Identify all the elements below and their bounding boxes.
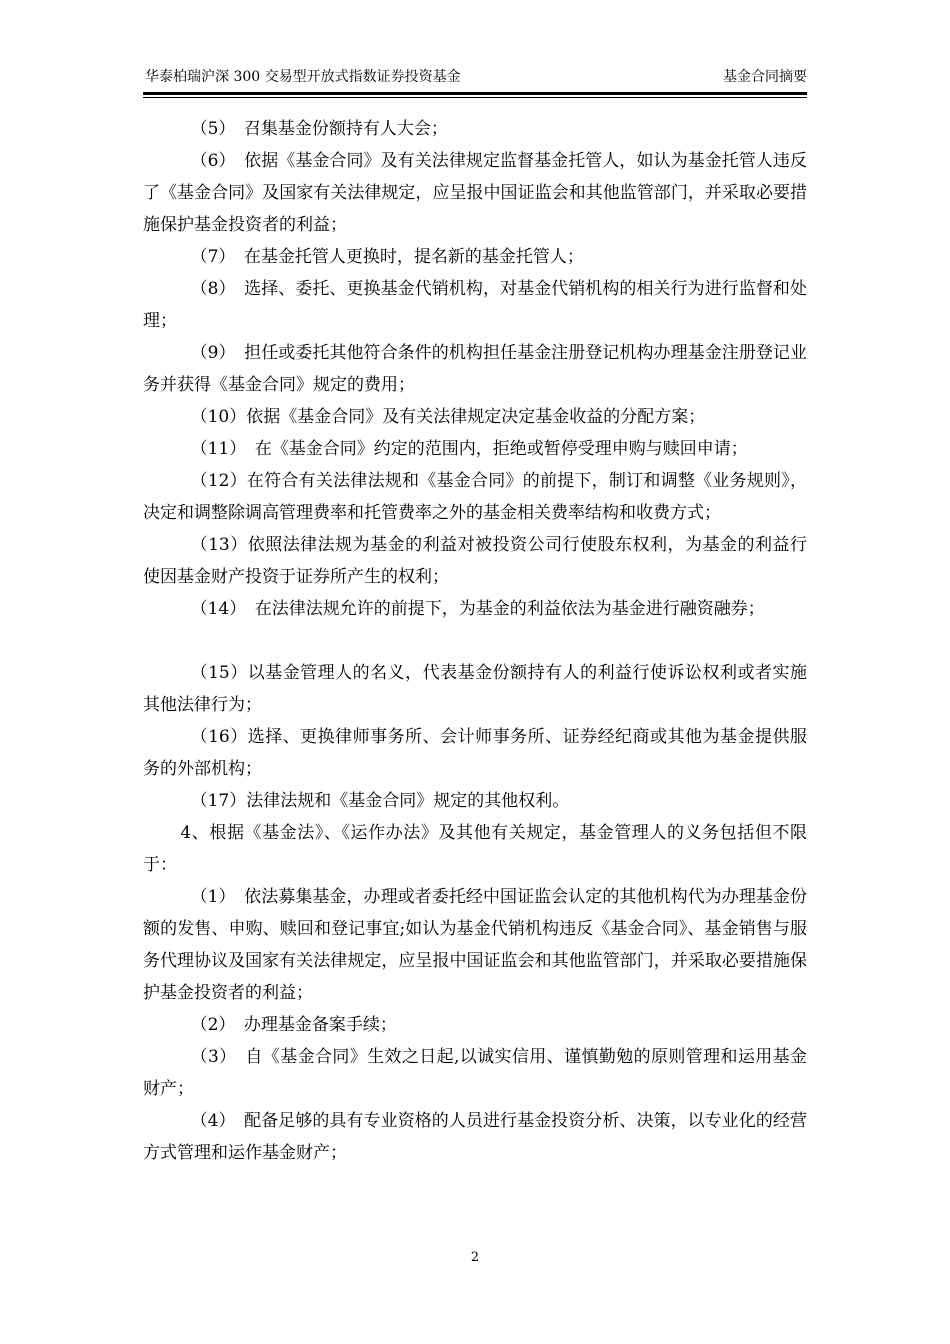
- paragraph: （13）依照法律法规为基金的利益对被投资公司行使股东权利，为基金的利益行使因基金财产投资于证券所产生的权利；: [143, 535, 807, 587]
- paragraph: （7） 在基金托管人更换时，提名新的基金托管人；: [190, 247, 584, 267]
- paragraph: （8） 选择、委托、更换基金代销机构，对基金代销机构的相关行为进行监督和处理；: [143, 279, 807, 331]
- paragraph: （11） 在《基金合同》约定的范围内，拒绝或暂停受理申购与赎回申请；: [190, 439, 748, 459]
- paragraph: （14） 在法律法规允许的前提下，为基金的利益依法为基金进行融资融券；: [190, 599, 765, 619]
- paragraph: （6） 依据《基金合同》及有关法律规定监督基金托管人，如认为基金托管人违反了《基金合同》及国家有关法律规定，应呈报中国证监会和其他监管部门，并采取必要措施保护基金投资者的利益；: [143, 151, 807, 235]
- paragraph: （1） 依法募集基金，办理或者委托经中国证监会认定的其他机构代为办理基金份额的发售、申购、赎回和登记事宜;如认为基金代销机构违反《基金合同》、基金销售与服务代理协议及国家有关法律规定，应呈报中国证监会和其他监管部门，并采取必要措施保护基金投资者的利益；: [143, 887, 807, 1003]
- paragraph: （16）选择、更换律师事务所、会计师事务所、证券经纪商或其他为基金提供服务的外部机构；: [143, 727, 807, 779]
- page-header: [143, 66, 807, 84]
- paragraph: （12）在符合有关法律法规和《基金合同》的前提下，制订和调整《业务规则》，决定和调整除调高管理费率和托管费率之外的基金相关费率结构和收费方式；: [143, 471, 807, 523]
- paragraph: （15）以基金管理人的名义，代表基金份额持有人的利益行使诉讼权利或者实施其他法律行为；: [143, 663, 807, 715]
- paragraph: （5） 召集基金份额持有人大会；: [190, 119, 448, 139]
- page-number: 2: [470, 1250, 480, 1265]
- paragraph: （17）法律法规和《基金合同》规定的其他权利。: [190, 791, 570, 811]
- paragraph: （9） 担任或委托其他符合条件的机构担任基金注册登记机构办理基金注册登记业务并获得《基金合同》规定的费用；: [143, 343, 807, 395]
- paragraph: （4） 配备足够的具有专业资格的人员进行基金投资分析、决策，以专业化的经营方式管理和运作基金财产；: [143, 1111, 807, 1163]
- header-fund-name: 华泰柏瑞沪深 300 交易型开放式指数证券投资基金: [145, 69, 461, 85]
- header-section-title: 基金合同摘要: [723, 69, 807, 85]
- paragraph: （3） 自《基金合同》生效之日起,以诚实信用、谨慎勤勉的原则管理和运用基金财产；: [143, 1047, 807, 1099]
- header-rule-thick: [143, 92, 807, 95]
- document-body: [143, 113, 807, 1169]
- paragraph: 4、根据《基金法》、《运作办法》及其他有关规定，基金管理人的义务包括但不限于：: [143, 823, 807, 875]
- paragraph: （2） 办理基金备案手续；: [190, 1015, 397, 1035]
- paragraph: （10）依据《基金合同》及有关法律规定决定基金收益的分配方案；: [190, 407, 706, 427]
- header-rule-thin: [143, 97, 807, 98]
